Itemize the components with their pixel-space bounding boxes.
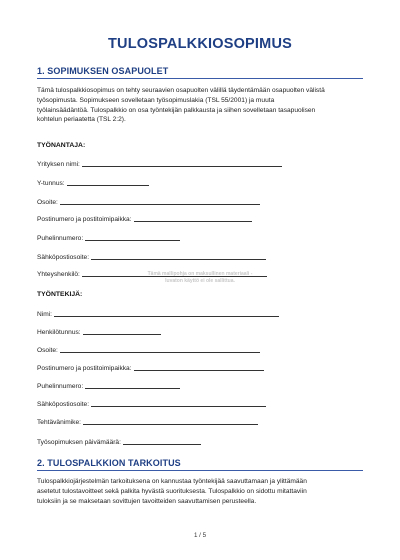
section-2-body (37, 477, 367, 506)
fill-in-line[interactable] (134, 370, 264, 371)
fill-in-line[interactable] (83, 334, 161, 335)
section-2-divider (37, 470, 363, 471)
employee-address-field[interactable] (37, 344, 260, 354)
fill-in-line[interactable] (85, 388, 180, 389)
employee-heading: TYÖNTEKIJÄ: (37, 291, 83, 298)
field-label: Sähköpostiosoite: (37, 254, 90, 261)
fill-in-line[interactable] (91, 406, 266, 407)
employer-address-field[interactable] (37, 196, 260, 206)
employer-business-id-field[interactable] (37, 177, 149, 187)
employee-ssn-field[interactable] (37, 326, 161, 336)
field-label: Puhelinnumero: (37, 235, 84, 242)
employee-job-title-field[interactable] (37, 416, 258, 426)
intro-line: työlainsäädäntöä. Tulospalkkio on osa työntekijän palkkausta ja siihen sovelletaan tasapuolisen (37, 106, 316, 114)
field-label: Osoite: (37, 347, 58, 354)
watermark-line: luvaton käyttö ei ole sallittua. (165, 277, 235, 284)
employment-start-date-field[interactable] (37, 436, 201, 446)
section-1-intro (37, 86, 367, 125)
fill-in-line[interactable] (54, 316, 279, 317)
section-1-divider (37, 78, 363, 79)
employer-phone-field[interactable] (37, 232, 180, 242)
fill-in-line[interactable] (85, 240, 180, 241)
field-label: Nimi: (37, 311, 53, 318)
employer-postal-field[interactable] (37, 213, 252, 223)
field-label: Sähköpostiosoite: (37, 401, 90, 408)
fill-in-line[interactable] (83, 424, 258, 425)
employee-name-field[interactable] (37, 308, 279, 318)
section-1-heading: 1. SOPIMUKSEN OSAPUOLET (37, 66, 169, 76)
fill-in-line[interactable] (67, 185, 149, 186)
body-line: tuloksiin ja se maksetaan sovittujen tavoitteiden saavuttamisen perusteella. (37, 497, 257, 505)
section-2-heading: 2. TULOSPALKKION TARKOITUS (37, 458, 181, 468)
fill-in-line[interactable] (134, 221, 252, 222)
employee-email-field[interactable] (37, 398, 266, 408)
body-line: asetetut tulostavoitteet sekä palkita hyvästä suorituksesta. Tulospalkkio on sidottu mitattaviin (37, 487, 307, 495)
intro-line: Tämä tulospalkkiosopimus on tehty seuraavien osapuolten välillä täydentämään osapuolten välistä (37, 87, 325, 94)
field-label: Yrityksen nimi: (37, 161, 80, 168)
watermark-line: Tämä mallipohja on maksullinen materiaali - (147, 271, 253, 277)
fill-in-line[interactable] (82, 166, 282, 167)
fill-in-line[interactable] (60, 204, 260, 205)
page-number: 1 / 5 (193, 532, 207, 539)
employer-heading: TYÖNANTAJA: (37, 142, 86, 149)
field-label: Työsopimuksen päivämäärä: (37, 439, 121, 446)
field-label: Yhteyshenkilö: (37, 271, 80, 278)
intro-line: kohtelun periaatetta (TSL 2:2). (37, 116, 126, 124)
field-label: Postinumero ja postitoimipaikka: (37, 216, 132, 223)
field-label: Osoite: (37, 199, 58, 206)
employer-company-name-field[interactable] (37, 158, 282, 168)
field-label: Henkilötunnus: (37, 329, 81, 336)
fill-in-line[interactable] (91, 259, 266, 260)
body-line: Tulospalkkiojärjestelmän tarkoituksena on kannustaa työntekijää saavuttamaan ja ylittämään (37, 478, 307, 485)
watermark-notice (0, 271, 400, 284)
document-title: TULOSPALKKIOSOPIMUS (108, 36, 292, 52)
fill-in-line[interactable] (123, 444, 201, 445)
fill-in-line[interactable] (60, 352, 260, 353)
field-label: Puhelinnumero: (37, 383, 84, 390)
employer-email-field[interactable] (37, 251, 266, 261)
employee-postal-field[interactable] (37, 362, 264, 372)
intro-line: työsopimusta. Sopimukseen sovelletaan työsopimuslakia (TSL 55/2001) ja muuta (37, 96, 275, 104)
field-label: Y-tunnus: (37, 180, 65, 187)
employee-phone-field[interactable] (37, 380, 180, 390)
field-label: Postinumero ja postitoimipaikka: (37, 365, 132, 372)
field-label: Tehtävänimike: (37, 419, 81, 426)
